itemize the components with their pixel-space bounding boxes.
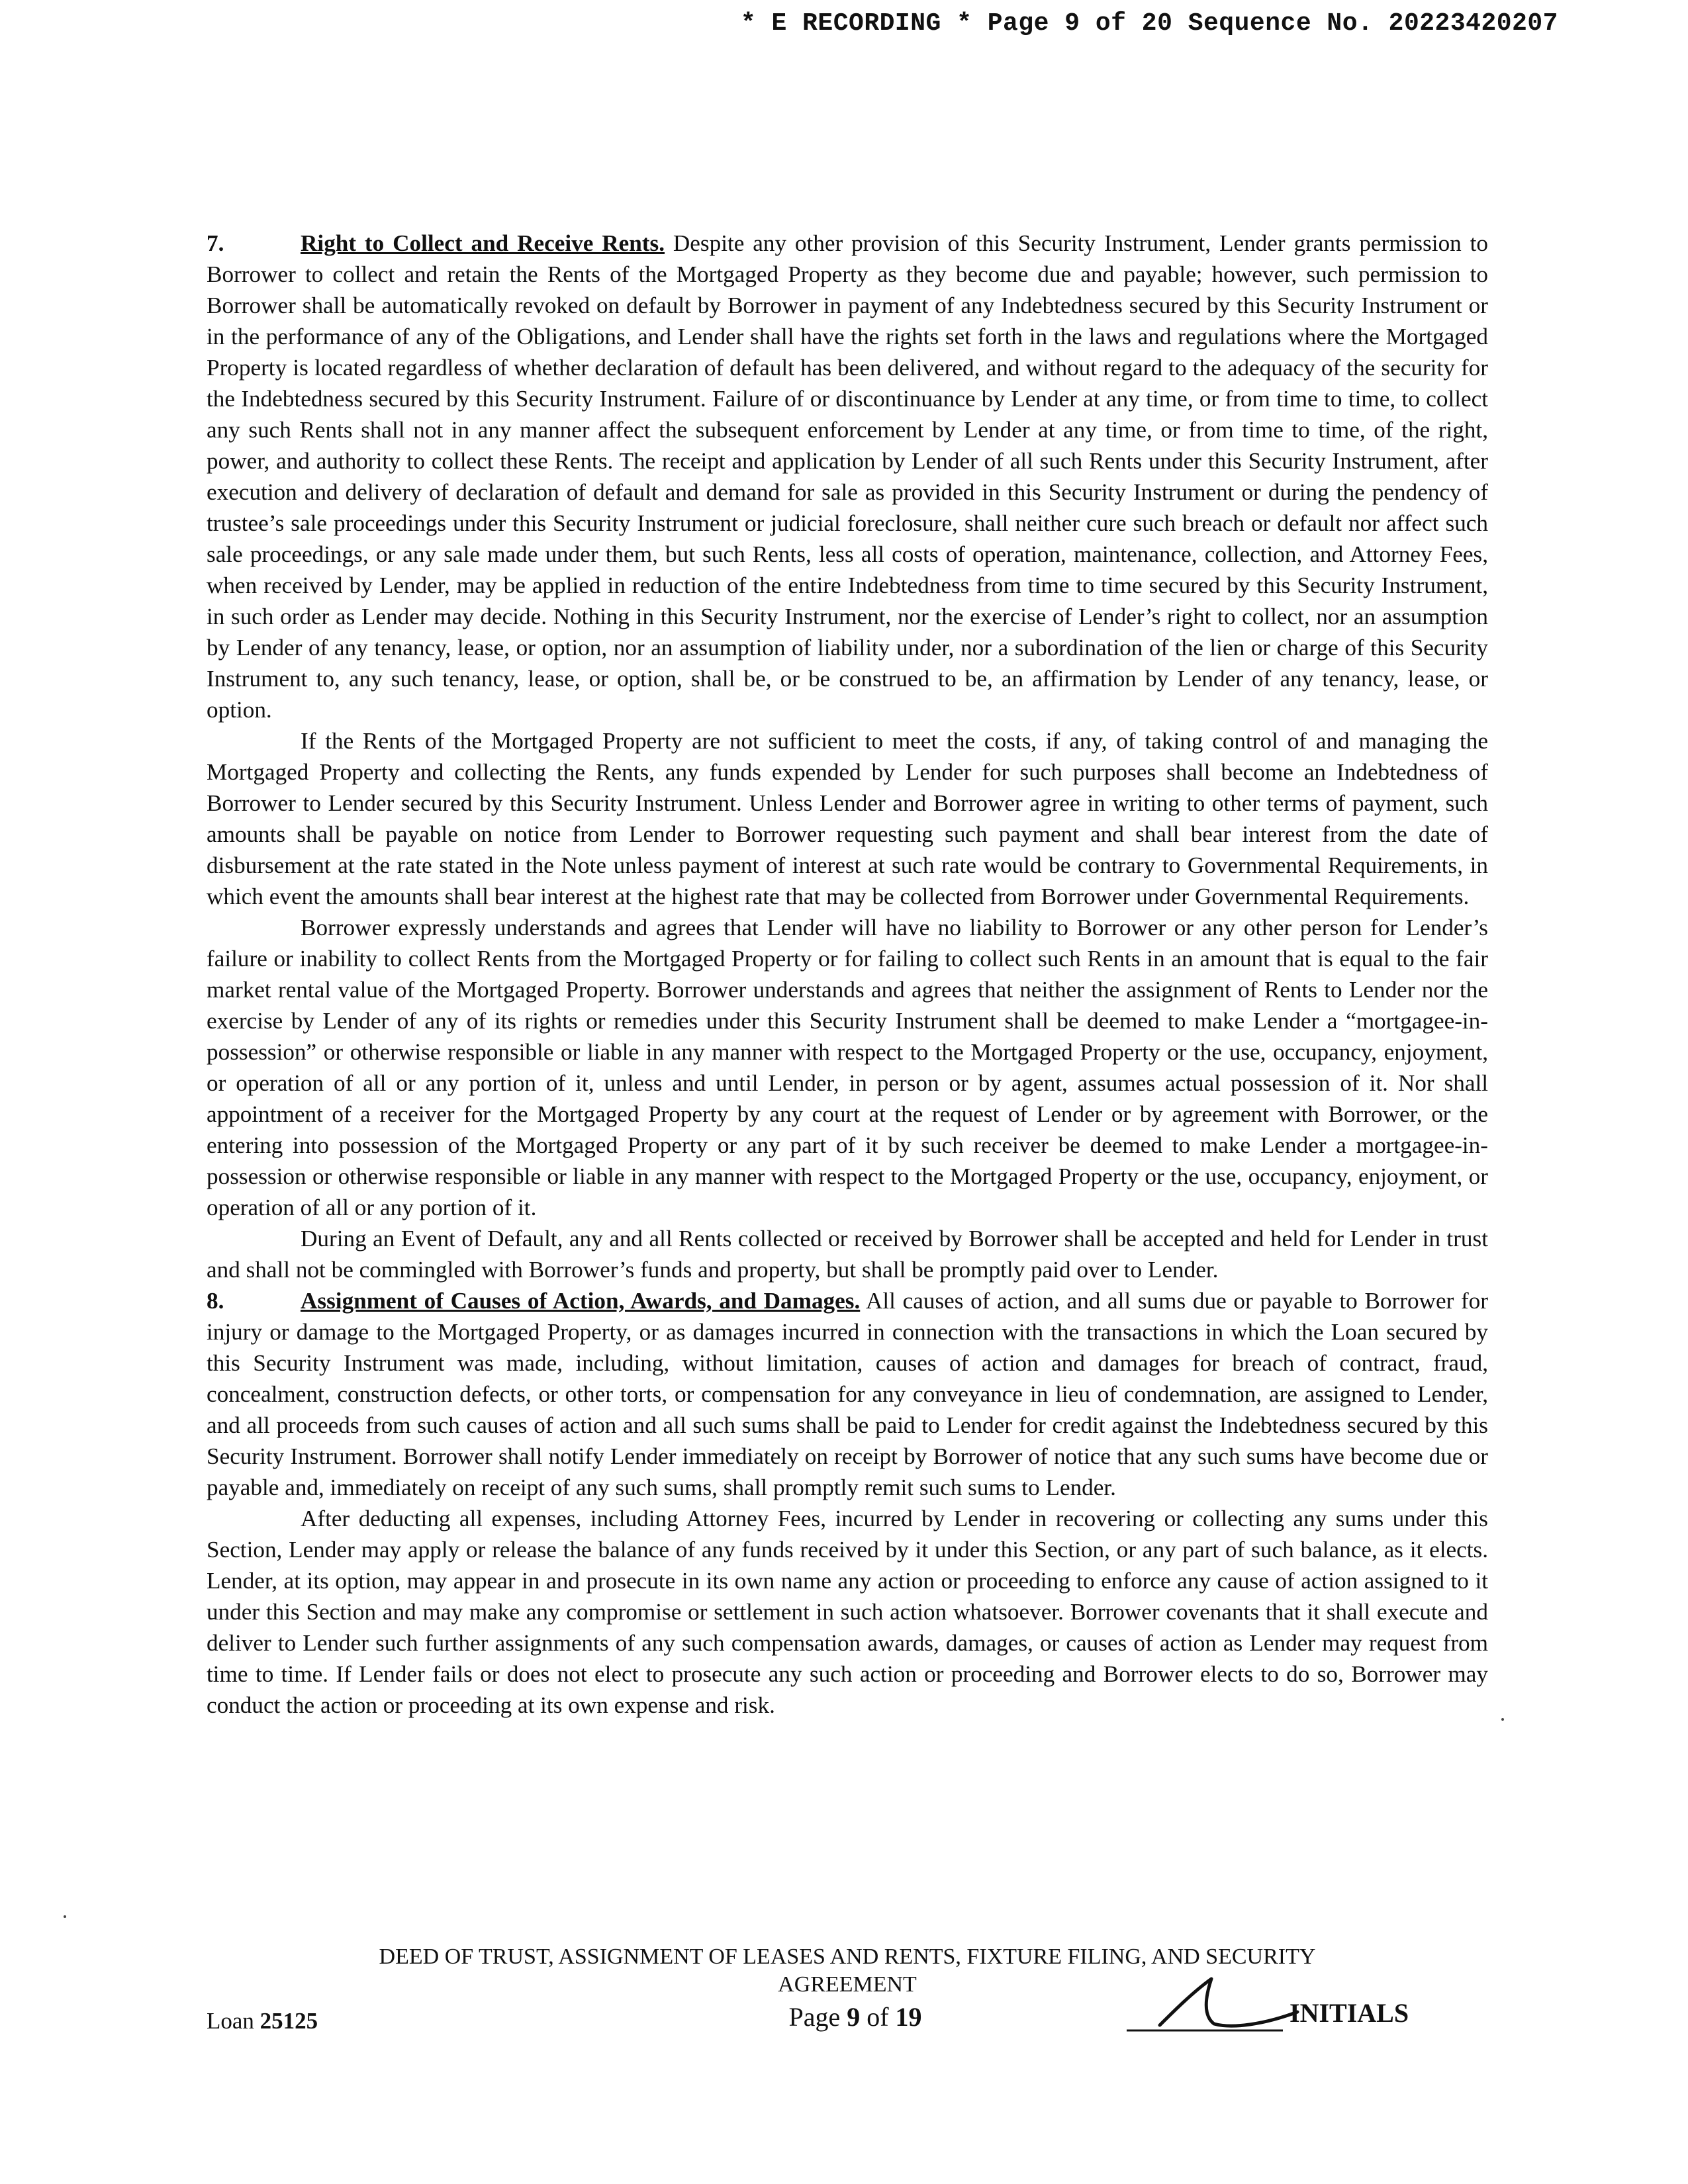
page-total: 19 <box>895 2002 922 2032</box>
section-8-number: 8. <box>207 1288 224 1314</box>
section-7-paragraph-2: If the Rents of the Mortgaged Property are not sufficient to meet the costs, if any, of taking control of and managing the Mortgaged Property and collecting the Rents, any funds expended by Lender for such purposes shall become an Indebtedness of Borrower to Lender secured by this Security Instrument. Unless Lender and Borrower agree in writing to other terms of payment, such amounts shall be payable on notice from Lender to Borrower requesting such payment and shall bear interest from the date of disbursement at the rate stated in the Note unless payment of interest at such rate would be contrary to Governmental Requirements, in which event the amounts shall bear interest at the highest rate that may be collected from Borrower under Governmental Requirements. <box>207 728 1488 909</box>
footer-title-line-1: DEED OF TRUST, ASSIGNMENT OF LEASES AND RENTS, FIXTURE FILING, AND SECURITY <box>379 1944 1316 1969</box>
section-7-lead-text: Despite any other provision of this Security Instrument, Lender grants permission to Borrower to collect and retain the Rents of the Mortgaged Property as they become due and payable; however, such permission to Borrower shall be automatically revoked on default by Borrower in payment of any Indebtedness secured by this Security Instrument or in the performance of any of the Obligations, and Lender shall have the rights set forth in the laws and regulations where the Mortgaged Property is located regardless of whether declaration of default has been delivered, and without regard to the adequacy of the security for the Indebtedness secured by this Security Instrument. Failure of or discontinuance by Lender at any time, or from time to time, to collect any such Rents shall not in any manner affect the subsequent enforcement by Lender at any time, or from time to time, of the right, power, and authority to collect these Rents. The receipt and application by Lender of all such Rents under this Security Instrument, after execution and delivery of declaration of default and demand for sale as provided in this Security Instrument or during the pendency of trustee’s sale proceedings under this Security Instrument or judicial foreclosure, shall neither cure such breach or default nor affect such sale proceedings, or any sale made under them, but such Rents, less all costs of operation, maintenance, collection, and Attorney Fees, when received by Lender, may be applied in reduction of the entire Indebtedness from time to time secured by this Security Instrument, in such order as Lender may decide. Nothing in this Security Instrument, nor the exercise of Lender’s right to collect, nor an assumption by Lender of any tenancy, lease, or option, nor an assumption of liability under, nor a subordination of the lien or charge of this Security Instrument to, any such tenancy, lease, or option, shall be, or be construed to be, an affirmation by Lender of any tenancy, lease, or option. <box>207 230 1488 723</box>
loan-number <box>207 2008 318 2034</box>
initials-label: INITIALS <box>1289 1998 1409 2028</box>
section-7-paragraph-3: Borrower expressly understands and agrees that Lender will have no liability to Borrower or any other person for Lender’s failure or inability to collect Rents from the Mortgaged Property or for failing to collect such Rents in an amount that is equal to the fair market rental value of the Mortgaged Property. Borrower understands and agrees that neither the assignment of Rents to Lender nor the exercise by Lender of any of its rights or remedies under this Security Instrument shall be deemed to make Lender a “mortgagee-in-possession” or otherwise responsible or liable in any manner with respect to the Mortgaged Property or the use, occupancy, enjoyment, or operation of all or any portion of it, unless and until Lender, in person or by agent, assumes actual possession of it. Nor shall appointment of a receiver for the Mortgaged Property by any court at the request of Lender or by agreement with Borrower, or the entering into possession of the Mortgaged Property or any part of it by such receiver be deemed to make Lender a mortgagee-in-possession or otherwise responsible or liable in any manner with respect to the Mortgaged Property or the use, occupancy, enjoyment, or operation of all or any portion of it. <box>207 915 1488 1220</box>
section-7-title: Right to Collect and Receive Rents. <box>301 230 665 256</box>
recording-stamp: * E RECORDING * Page 9 of 20 Sequence No. 20223420207 <box>740 9 1558 38</box>
section-7-paragraph-4: During an Event of Default, any and all Rents collected or received by Borrower shall be accepted and held for Lender in trust and shall not be commingled with Borrower’s funds and property, but shall be promptly paid over to Lender. <box>207 1226 1488 1283</box>
section-7-number: 7. <box>207 230 224 256</box>
section-8-title: Assignment of Causes of Action, Awards, and Damages. <box>301 1288 861 1314</box>
page-number <box>736 2001 974 2032</box>
initials-block <box>1127 1972 1444 2038</box>
scan-speck <box>64 1915 66 1918</box>
page-current: 9 <box>847 2002 861 2032</box>
section-8-lead-paragraph <box>207 1285 1488 1503</box>
page-label: Page <box>788 2002 847 2032</box>
footer-title-line-2: AGREEMENT <box>778 1972 917 1997</box>
section-7-lead-paragraph <box>207 228 1488 725</box>
loan-number-value: 25125 <box>259 2008 318 2034</box>
scan-speck <box>1501 1718 1504 1721</box>
section-8-lead-text: All causes of action, and all sums due or payable to Borrower for injury or damage to the Mortgaged Property, or as damages incurred in connection with the transactions in which the Loan secured by this Security Instrument was made, including, without limitation, causes of action and damages for breach of contract, fraud, concealment, construction defects, or other torts, or compensation for any conveyance in lieu of condemnation, are assigned to Lender, and all proceeds from such causes of action and all such sums shall be paid to Lender for credit against the Indebtedness secured by this Security Instrument. Borrower shall notify Lender immediately on receipt by Borrower of notice that any such sums have become due or payable and, immediately on receipt of any such sums, shall promptly remit such sums to Lender. <box>207 1288 1488 1500</box>
page-of: of <box>860 2002 896 2032</box>
section-8-paragraph-2: After deducting all expenses, including Attorney Fees, incurred by Lender in recovering or collecting any sums under this Section, Lender may apply or release the balance of any funds received by it under this Section, or any part of such balance, as it elects. Lender, at its option, may appear in and prosecute in its own name any action or proceeding to enforce any cause of action assigned to it under this Section and may make any compromise or settlement in such action whatsoever. Borrower covenants that it shall execute and deliver to Lender such further assignments of any such compensation awards, damages, or causes of action as Lender may request from time to time. If Lender fails or does not elect to prosecute any such action or proceeding and Borrower elects to do so, Borrower may conduct the action or proceeding at its own expense and risk. <box>207 1506 1488 1718</box>
loan-label: Loan <box>207 2008 260 2034</box>
document-body <box>207 228 1488 1721</box>
